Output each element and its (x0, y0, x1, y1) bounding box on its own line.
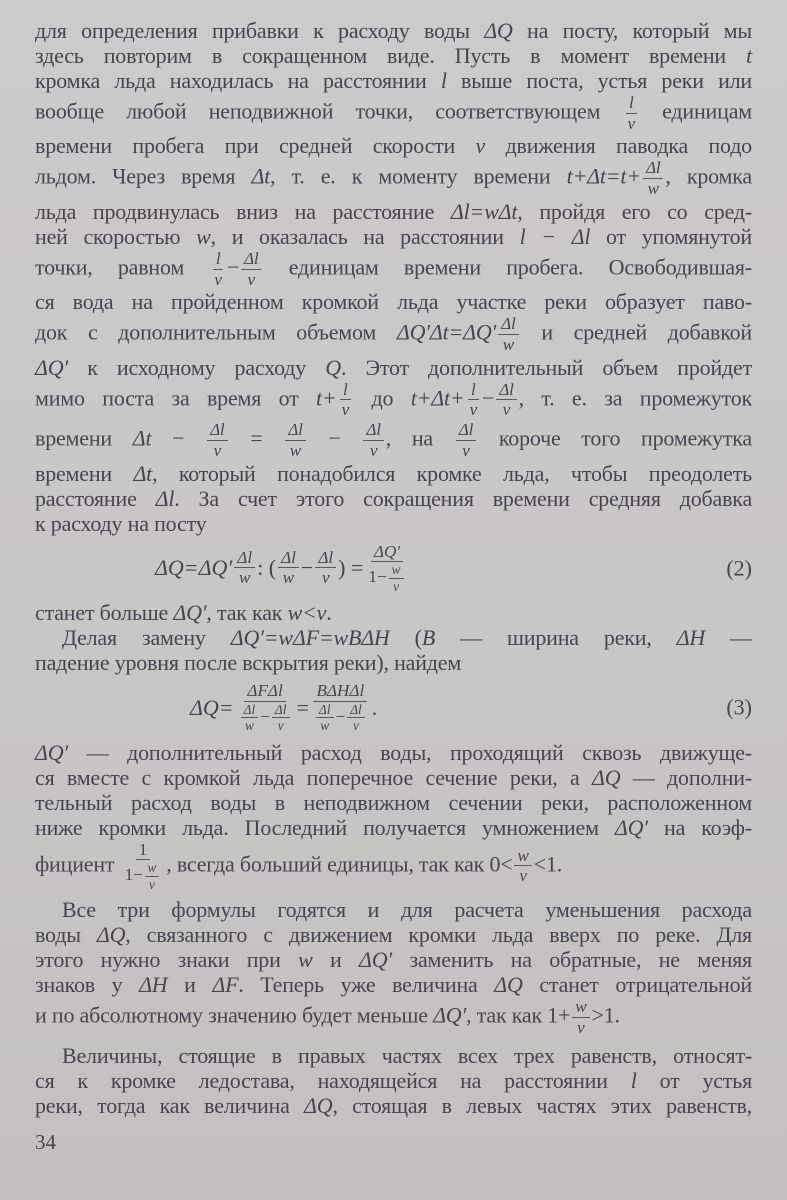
math-symbol: l (470, 379, 476, 399)
denominator (625, 114, 638, 134)
math-symbol: w (289, 440, 302, 460)
text-run: , т. е. к моменту времени (270, 163, 567, 189)
math-symbol: ΔFΔl (247, 681, 283, 701)
math-symbol: t (746, 43, 752, 68)
denominator (367, 441, 380, 461)
numerator (498, 314, 518, 335)
text-line (35, 355, 752, 380)
numerator (456, 420, 476, 441)
text-run: Все три формулы годятся и для расчета уменьшения расхода (62, 897, 752, 923)
text-run: = (296, 694, 309, 720)
numerator (468, 380, 479, 401)
math-symbol: Δl (155, 485, 175, 511)
text-run: ) = (338, 555, 364, 581)
numerator (244, 681, 285, 702)
denominator (390, 579, 402, 594)
denominator (242, 718, 257, 733)
text-line (35, 947, 752, 972)
text-run: вообще любой неподвижной точки, соответствующем (35, 98, 623, 124)
denominator (500, 335, 517, 355)
text-run: кромка льда находилась на расстоянии (35, 68, 441, 93)
fraction (207, 420, 227, 460)
text-run: — ширина реки, (435, 625, 677, 651)
text-run: знаков у (35, 972, 140, 998)
text-line (35, 18, 752, 43)
math-symbol: ΔF (212, 972, 239, 998)
numerator (272, 702, 290, 718)
text-line (35, 650, 752, 675)
text-run: от упомянутой (590, 223, 752, 249)
text-line (35, 600, 752, 625)
math-symbol: v (341, 400, 349, 420)
math-symbol: Δt (132, 425, 152, 451)
fraction (347, 702, 365, 734)
math-symbol: ΔQ=ΔQ′ (155, 555, 233, 581)
math-symbol: w (575, 997, 587, 1017)
text-line (35, 158, 752, 198)
text-line (35, 740, 752, 765)
text-run: этого нужно знаки при (35, 947, 299, 973)
math-symbol: Δl (274, 701, 287, 717)
math-symbol: t+Δt=t+ (566, 163, 641, 189)
text-run: и (312, 947, 360, 973)
math-symbol: v (469, 400, 477, 420)
numerator (643, 158, 663, 179)
text-run: короче того промежутка (478, 425, 752, 451)
text-line (35, 93, 752, 133)
math-symbol: w (147, 860, 157, 876)
text-run: расстояние (35, 485, 156, 511)
text-run: к расходу на посту (35, 510, 207, 536)
text-line (35, 224, 752, 249)
text-run: ся к кромке ледостава, находящейся на расстоянии (35, 1067, 631, 1093)
math-symbol: l (630, 1067, 637, 1093)
text-run: , и оказалась на расстоянии (210, 223, 520, 249)
math-symbol: ΔH (139, 972, 168, 998)
denominator (459, 441, 472, 461)
text-run: − (481, 385, 495, 411)
text-run: от устья (636, 1067, 752, 1093)
text-line (35, 68, 752, 93)
math-symbol: w (320, 718, 330, 734)
math-symbol: w (391, 562, 401, 578)
text-line (35, 1068, 752, 1093)
text-run: , всегда больший единицы, так как 0< (166, 850, 513, 876)
math-symbol: v (214, 269, 222, 289)
text-run: выше поста, устья реки или (446, 68, 752, 93)
math-symbol: v (519, 866, 527, 886)
text-run: Делая замену (62, 625, 231, 651)
numerator (626, 93, 637, 114)
math-symbol: v (475, 133, 486, 159)
equation-3 (35, 681, 752, 734)
denominator (236, 568, 253, 588)
denominator (365, 562, 408, 594)
denominator (516, 866, 529, 886)
math-symbol: v (627, 113, 635, 133)
fraction (272, 702, 290, 734)
math-symbol: w<v (287, 600, 327, 626)
math-symbol: l (440, 68, 447, 93)
math-symbol: BΔHΔl (316, 681, 365, 701)
math-symbol: Δl (501, 314, 516, 334)
math-symbol: v (369, 440, 378, 460)
denominator (211, 441, 224, 461)
fraction (311, 681, 370, 734)
fraction (234, 548, 255, 588)
numerator (234, 548, 255, 569)
text-run: >1. (591, 1002, 620, 1028)
fraction (389, 562, 404, 594)
denominator (645, 179, 662, 199)
text-run: , связанного с движением кромки льда вверх по реке. Для (125, 922, 752, 948)
text-run: единицам времени пробега. Освободившая- (263, 254, 752, 280)
math-symbol: v (247, 269, 255, 289)
math-symbol: ΔQ′ (614, 814, 648, 840)
text-run: − (307, 425, 362, 451)
denominator (280, 568, 297, 588)
text-run: ней скоростью (35, 223, 197, 249)
math-symbol: Δl=wΔt (450, 198, 518, 224)
math-symbol: ΔQ′ (173, 600, 207, 626)
text-run: мимо поста за время от (35, 385, 317, 411)
text-line (35, 790, 752, 815)
numerator (371, 542, 403, 563)
text-run: − (335, 706, 346, 726)
text-run: : ( (257, 555, 277, 581)
math-symbol: v (321, 568, 330, 588)
equation-body (155, 542, 411, 595)
math-symbol: v (277, 718, 284, 734)
text-run: , кромка (665, 163, 752, 189)
numerator (315, 548, 336, 569)
fraction (456, 420, 476, 460)
text-run: для определения прибавки к расходу воды (35, 18, 485, 43)
text-run: реки, тогда как величина (35, 1092, 305, 1118)
fraction (315, 548, 336, 588)
math-symbol: Δl (645, 158, 661, 178)
text-run: льдом. Через время (35, 163, 252, 189)
text-run: фициент (35, 850, 120, 876)
fraction (211, 249, 224, 289)
text-run: , пройдя его со сред- (517, 198, 752, 224)
math-symbol: ΔH (676, 625, 706, 651)
denominator (287, 441, 304, 461)
text-run: и (167, 972, 213, 998)
math-symbol: v (148, 876, 155, 892)
text-line (35, 997, 752, 1037)
text-run: ся вода на пройденном кромкой льда участке реки образует паво- (35, 289, 752, 315)
text-run: движения паводка подо (485, 133, 752, 159)
text-line (35, 1093, 752, 1118)
text-run: тельный расход воды в неподвижном сечении реки, расположенном (35, 789, 752, 815)
denominator (236, 702, 295, 734)
text-run: − (300, 555, 314, 581)
math-symbol: Δl (243, 701, 256, 717)
math-symbol: v (462, 440, 470, 460)
text-line (35, 420, 752, 460)
math-symbol: ΔQ′ (359, 947, 393, 973)
text-run: — дополни- (620, 764, 752, 790)
fraction (572, 997, 589, 1037)
text-run: времени (35, 425, 133, 451)
denominator (146, 877, 158, 892)
math-symbol: ΔQ′ (35, 739, 69, 765)
text-run: , так как 1+ (466, 1002, 571, 1028)
math-symbol: ΔQ′ (35, 354, 69, 380)
text-run: ( (389, 625, 422, 651)
text-run: станет больше (35, 600, 174, 626)
page-number: 34 (35, 1129, 56, 1154)
text-run: и по абсолютному значению будет меньше (35, 1002, 434, 1028)
numerator (241, 249, 261, 270)
math-symbol: Δl (281, 547, 296, 567)
math-symbol: t+ (316, 385, 337, 411)
numerator (363, 420, 383, 441)
math-symbol: w (238, 568, 251, 588)
text-line (35, 765, 752, 790)
text-run: <1. (533, 850, 563, 876)
text-run: до (354, 385, 411, 411)
math-symbol: Δl (458, 420, 474, 440)
math-symbol: ΔQ′=wΔF=wBΔH (230, 625, 390, 651)
math-symbol: l (215, 248, 221, 268)
text-run: — (705, 625, 752, 651)
fraction (145, 860, 160, 892)
numerator (207, 420, 227, 441)
equation-number: (2) (726, 555, 752, 581)
fraction (643, 158, 663, 198)
math-symbol: B (421, 625, 436, 651)
numerator (389, 562, 404, 578)
fraction (241, 702, 259, 734)
text-line (62, 1043, 752, 1068)
equation-number: (3) (726, 694, 752, 720)
text-run: единицам (639, 98, 752, 124)
text-run: 1− (368, 567, 387, 587)
text-run: = (229, 425, 284, 451)
text-run: ниже кромки льда. Последний получается умножением (35, 814, 615, 840)
text-line (35, 486, 752, 511)
numerator (278, 548, 299, 569)
fraction (285, 420, 305, 460)
denominator (574, 1018, 587, 1038)
fraction (339, 380, 352, 420)
math-symbol: Δl (318, 701, 331, 717)
text-run: и средней добавкой (520, 319, 752, 345)
text-run: ся вместе с кромкой льда поперечное сечение реки, а (35, 764, 592, 790)
text-run: , который понадобился кромке льда, чтобы преодолеть (152, 460, 752, 486)
numerator (496, 380, 516, 401)
text-run: , стоящая в левых частях этих равенств, (332, 1092, 752, 1118)
math-symbol: w (244, 718, 254, 734)
text-line (35, 43, 752, 68)
math-symbol: v (393, 578, 400, 594)
numerator (241, 702, 259, 718)
math-symbol: ΔQ (494, 972, 523, 998)
text-run: − (151, 425, 206, 451)
fraction (467, 380, 480, 420)
denominator (311, 702, 370, 734)
math-symbol: v (577, 1017, 585, 1037)
denominator (275, 718, 287, 733)
text-run: к исходному расходу (68, 354, 326, 380)
fraction (625, 93, 638, 133)
math-symbol: Δt (133, 460, 153, 486)
text-line (35, 249, 752, 289)
math-symbol: w (298, 947, 313, 973)
text-line (35, 314, 752, 354)
text-run: Величины, стоящие в правых частях всех трех равенств, относят- (62, 1042, 752, 1068)
text-run: док с дополнительным объемом (35, 319, 397, 345)
text-run: воды (35, 922, 97, 948)
denominator (122, 860, 165, 892)
text-run: времени (35, 460, 134, 486)
text-run: 1− (124, 865, 143, 885)
text-run: . (371, 694, 378, 720)
numerator (145, 860, 160, 876)
text-run: на коэф- (647, 814, 752, 840)
text-run: станет отрицательной (522, 972, 752, 998)
math-symbol: Δt (251, 163, 271, 189)
math-symbol: Δl (366, 420, 381, 440)
text-run: падение уровня после вскрытия реки), найдем (35, 650, 462, 676)
math-symbol: l − Δl (519, 223, 591, 249)
math-symbol: Δl (210, 420, 225, 440)
math-symbol: ΔQ (304, 1092, 333, 1118)
text-run: 1 (138, 839, 148, 859)
text-line (62, 897, 752, 922)
math-symbol: Δl (244, 248, 259, 268)
text-line (35, 133, 752, 158)
fraction (241, 249, 261, 289)
numerator (136, 840, 150, 861)
math-symbol: ΔQ′ (373, 541, 401, 561)
math-symbol: t+Δt+ (410, 385, 465, 411)
fraction (316, 702, 334, 734)
math-symbol: Δl (288, 420, 303, 440)
math-symbol: w (502, 335, 514, 355)
numerator (316, 702, 334, 718)
numerator (572, 997, 589, 1018)
text-run: , на (385, 425, 454, 451)
text-line (35, 380, 752, 420)
math-symbol: Δl (237, 547, 253, 567)
math-symbol: v (502, 400, 511, 420)
text-line (35, 289, 752, 314)
fraction (514, 846, 531, 886)
fraction (365, 542, 408, 595)
math-symbol: ΔQ= (190, 694, 234, 720)
text-run: . (326, 600, 332, 626)
text-line (62, 625, 752, 650)
math-symbol: ΔQ (96, 922, 126, 948)
math-symbol: w (282, 568, 295, 588)
fraction (496, 380, 516, 420)
text-line (35, 922, 752, 947)
text-run: льда продвинулась вниз на расстояние (35, 198, 451, 224)
text-line (35, 840, 752, 893)
text-run: заменить на обратные, не меняя (392, 947, 752, 973)
text-run: на посту, который мы (512, 18, 752, 43)
math-symbol: l (628, 93, 634, 112)
equation-2 (35, 542, 752, 595)
math-symbol: ΔQ′Δt=ΔQ′ (396, 319, 497, 345)
math-symbol: w (517, 845, 529, 865)
numerator (347, 702, 365, 718)
denominator (467, 400, 480, 420)
math-symbol: ΔQ (592, 764, 621, 790)
numerator (285, 420, 305, 441)
math-symbol: v (213, 440, 221, 460)
text-line (35, 199, 752, 224)
math-symbol: Δl (499, 379, 514, 399)
denominator (317, 718, 332, 733)
denominator (350, 718, 362, 733)
text-run: времени пробега при средней скорости (35, 133, 476, 159)
numerator (313, 681, 367, 702)
math-symbol: w (647, 179, 659, 199)
numerator (514, 846, 531, 867)
denominator (245, 270, 258, 290)
text-run: точки, равном (35, 254, 210, 280)
math-symbol: l (343, 379, 348, 399)
fraction (278, 548, 299, 588)
text-line (35, 461, 752, 486)
text-line (35, 972, 752, 997)
math-symbol: ΔQ (484, 18, 513, 43)
text-run: − (260, 706, 270, 726)
text-run: − (226, 254, 240, 280)
text-line (35, 511, 752, 536)
text-run: — дополнительный расход воды, проходящий сквозь движуще- (68, 739, 752, 765)
denominator (211, 270, 224, 290)
denominator (500, 400, 513, 420)
math-symbol: Δl (318, 547, 334, 567)
text-run: . Теперь уже величина (238, 972, 495, 998)
denominator (339, 400, 352, 420)
math-symbol: Q (325, 354, 341, 380)
fraction (498, 314, 518, 354)
math-symbol: w (196, 223, 211, 249)
fraction (363, 420, 383, 460)
equation-body (190, 681, 377, 734)
text-run: здесь повторим в сокращенном виде. Пусть в момент времени (35, 43, 747, 68)
math-symbol: ΔQ′ (433, 1002, 467, 1028)
text-line (35, 815, 752, 840)
fraction (236, 681, 295, 734)
denominator (319, 568, 333, 588)
math-symbol: v (353, 718, 359, 734)
math-symbol: Δl (350, 701, 362, 717)
text-run: , так как (206, 600, 288, 626)
text-run: , т. е. за промежуток (518, 385, 752, 411)
text-run: . За счет этого сокращения времени средняя добавка (174, 485, 753, 511)
numerator (213, 249, 224, 270)
numerator (340, 380, 351, 401)
text-run: . Этот дополнительный объем пройдет (341, 354, 752, 380)
fraction (122, 840, 165, 893)
